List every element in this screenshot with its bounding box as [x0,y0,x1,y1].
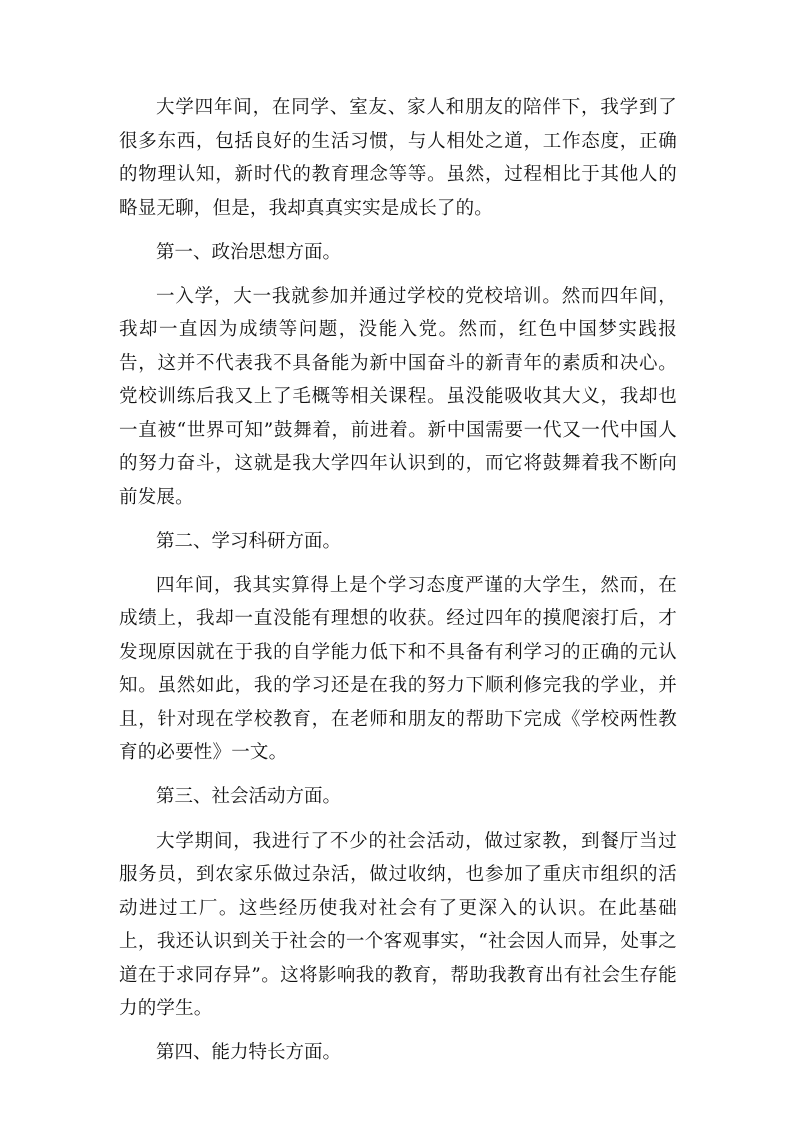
section-heading-abilities: 第四、能力特长方面。 [156,1042,342,1064]
section-heading-study: 第二、学习科研方面。 [156,530,342,552]
document-body [119,91,677,1080]
paragraph-social: 大学期间，我进行了不少的社会活动，做过家教，到餐厅当过服务员，到农家乐做过杂活，做过收纳，也参加了重庆市组织的活动进过工厂。这些经历使我对社会有了更深入的认识。在此基础上，我还认识到关于社会的一个客观事实，“社会因人而异，处事之道在于求同存异”。这将影响我的教育，帮助我教育出有社会生存能力的学生。 [119,830,677,1020]
paragraph-politics: 一入学，大一我就参加并通过学校的党校培训。然而四年间，我却一直因为成绩等问题，没能入党。然而，红色中国梦实践报告，这并不代表我不具备能为新中国奋斗的新青年的素质和决心。党校训练后我又上了毛概等相关课程。虽没能吸收其大义，我却也一直被“世界可知”鼓舞着，前进着。新中国需要一代又一代中国人的努力奋斗，这就是我大学四年认识到的，而它将鼓舞着我不断向前发展。 [119,285,677,508]
section-heading-politics: 第一、政治思想方面。 [156,241,342,263]
paragraph-intro: 大学四年间，在同学、室友、家人和朋友的陪伴下，我学到了很多东西，包括良好的生活习惯，与人相处之道，工作态度，正确的物理认知，新时代的教育理念等等。虽然，过程相比于其他人的略显无聊，但是，我却真真实实是成长了的。 [119,97,677,219]
paragraph-study: 四年间，我其实算得上是个学习态度严谨的大学生，然而，在成绩上，我却一直没能有理想的收获。经过四年的摸爬滚打后，才发现原因就在于我的自学能力低下和不具备有利学习的正确的元认知。虽然如此，我的学习还是在我的努力下顺利修完我的学业，并且，针对现在学校教育，在老师和朋友的帮助下完成《学校两性教育的必要性》一文。 [119,574,677,764]
section-heading-social: 第三、社会活动方面。 [156,786,342,808]
